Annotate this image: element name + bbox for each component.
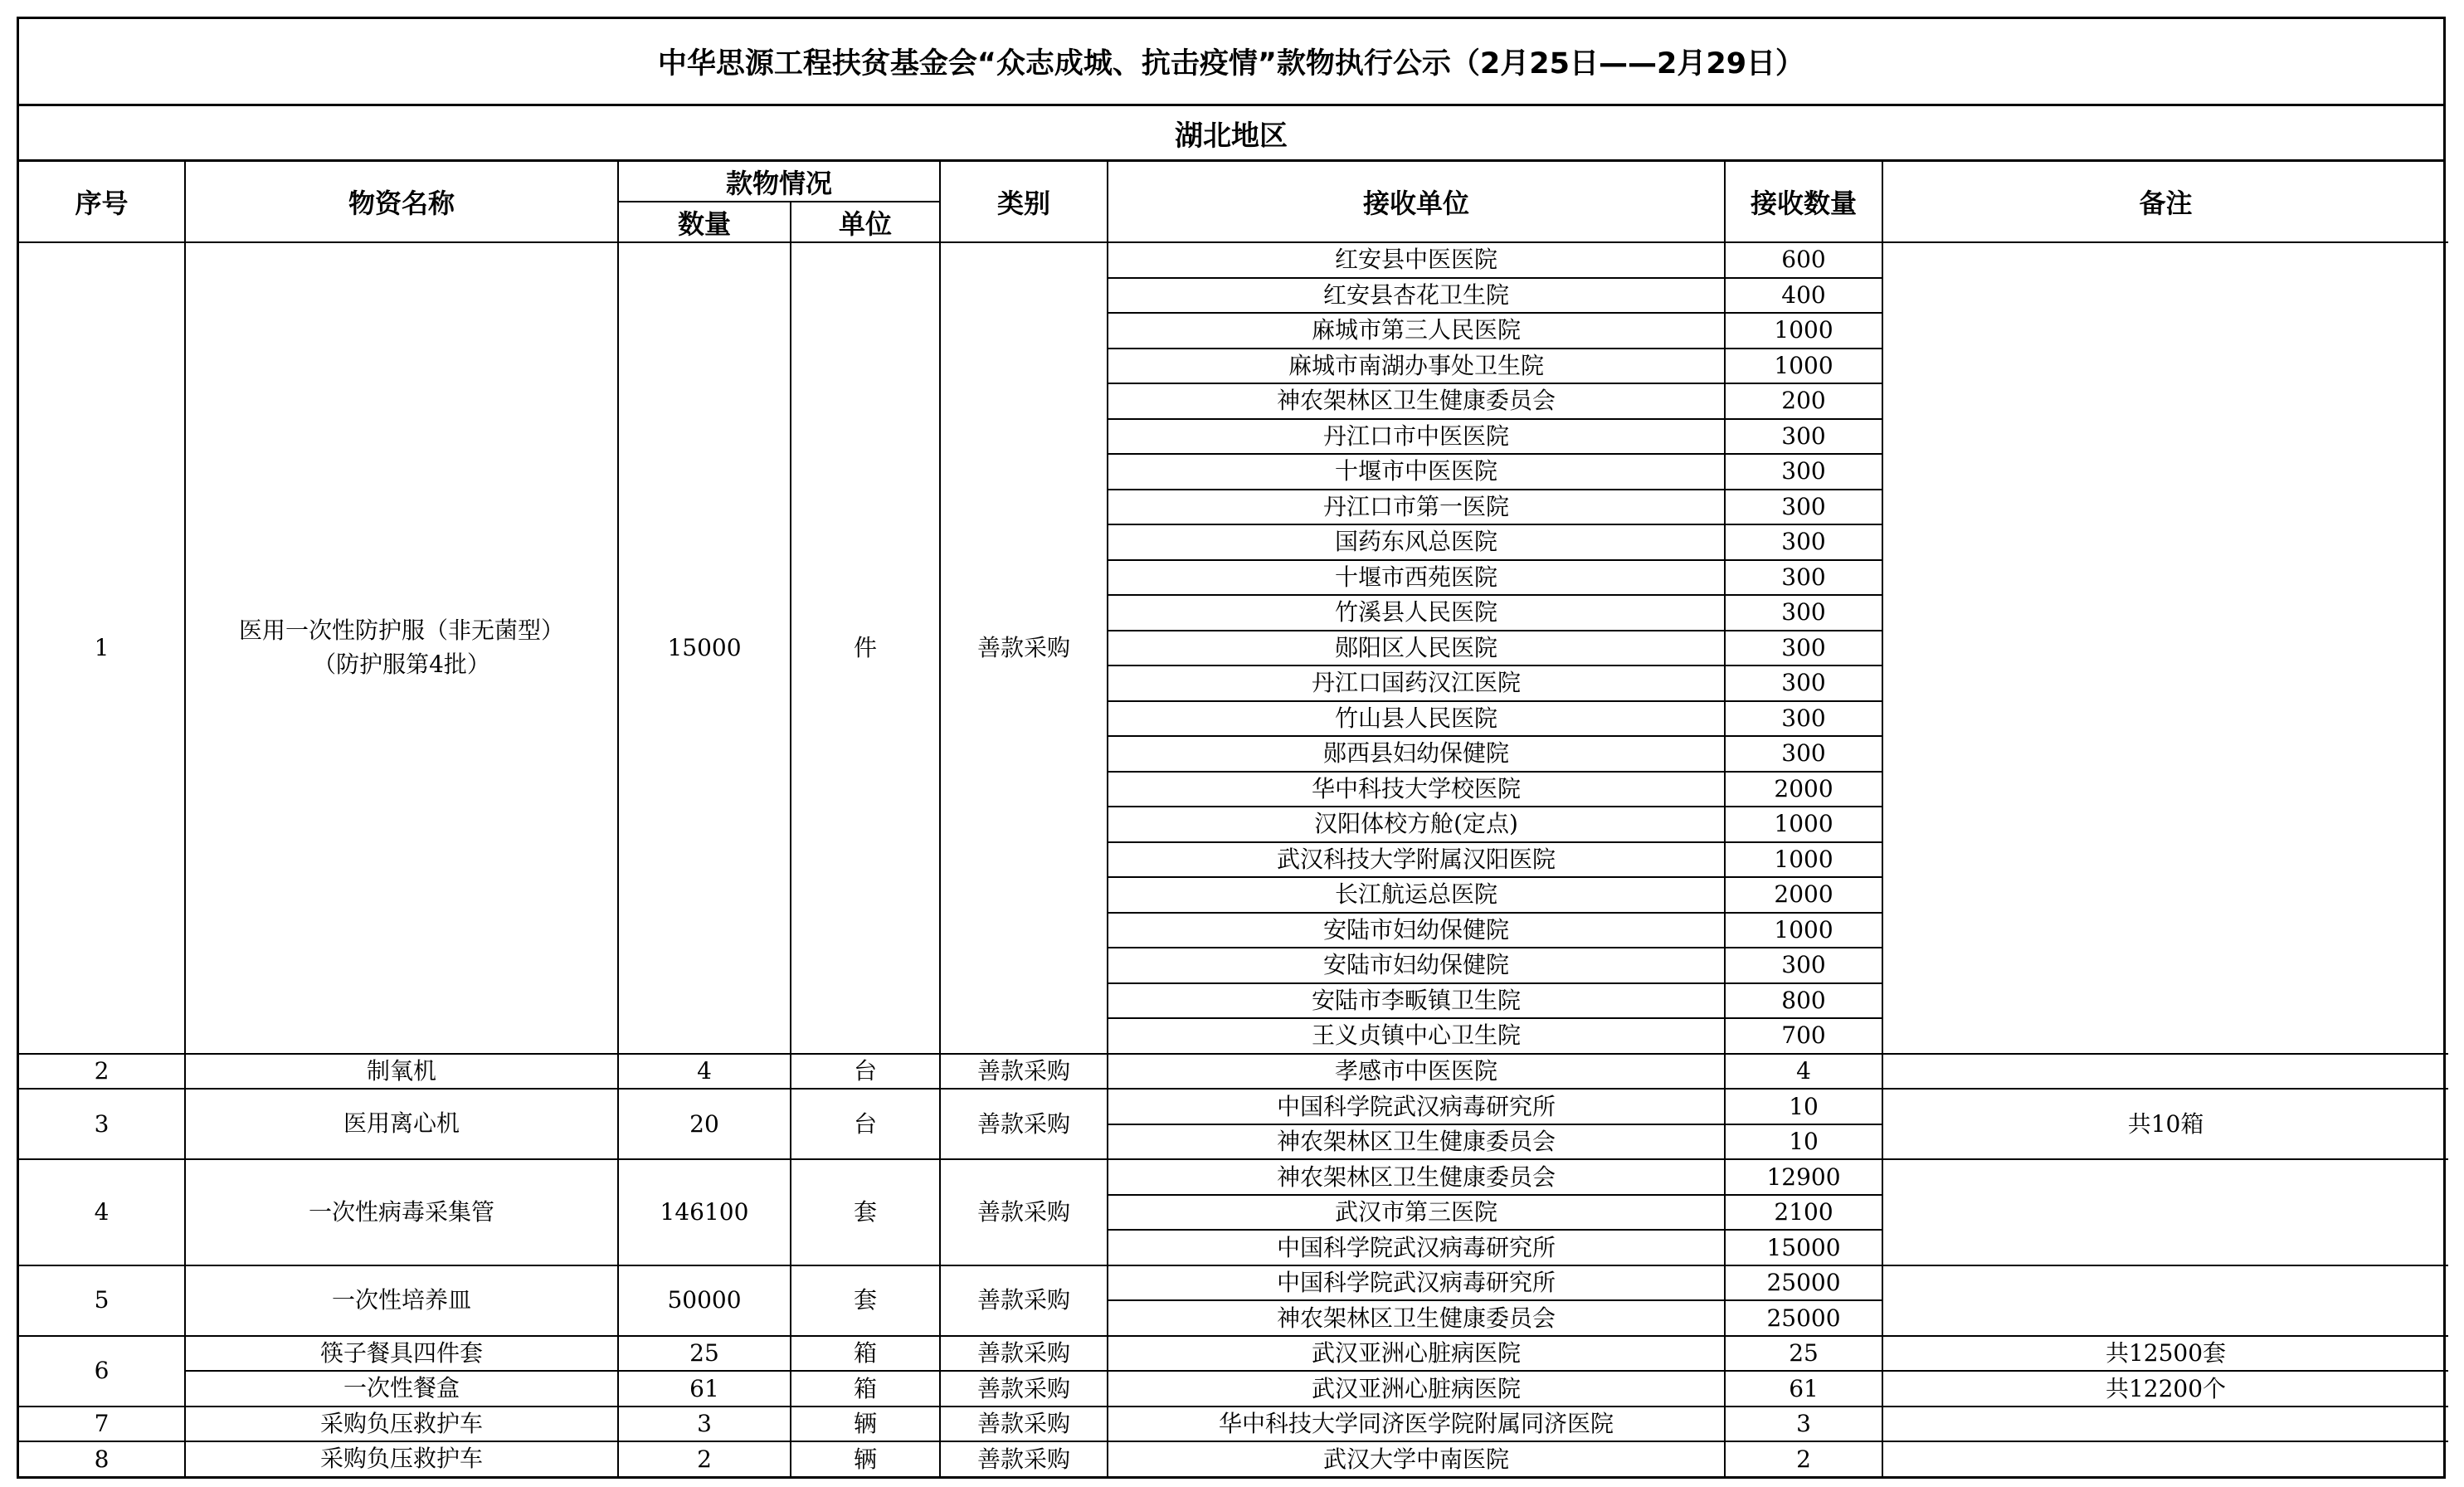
receiver-cell: 麻城市第三人民医院 [1108, 313, 1725, 349]
note-cell [1882, 1441, 2448, 1476]
unit-cell: 套 [791, 1159, 940, 1265]
receiver-cell: 神农架林区卫生健康委员会 [1108, 383, 1725, 419]
header-note: 备注 [1882, 162, 2448, 242]
category-cell: 善款采购 [940, 1407, 1108, 1442]
note-cell: 共12200个 [1882, 1371, 2448, 1407]
recv-qty-cell: 800 [1725, 983, 1882, 1019]
qty-cell: 2 [618, 1441, 791, 1476]
recv-qty-cell: 1000 [1725, 313, 1882, 349]
receiver-cell: 武汉大学中南医院 [1108, 1441, 1725, 1476]
item-name-line: 医用一次性防护服（非无菌型） [238, 617, 564, 645]
item-name-line: 一次性培养皿 [331, 1285, 471, 1314]
category-cell: 善款采购 [940, 1371, 1108, 1407]
unit-cell: 辆 [791, 1407, 940, 1442]
item-name-line: （防护服第4批） [313, 650, 490, 678]
recv-qty-cell: 2100 [1725, 1195, 1882, 1231]
recv-qty-cell: 12900 [1725, 1159, 1882, 1195]
note-cell [1882, 1265, 2448, 1336]
item-name-cell [185, 1371, 618, 1407]
recv-qty-cell: 2000 [1725, 772, 1882, 807]
receiver-cell: 中国科学院武汉病毒研究所 [1108, 1089, 1725, 1124]
recv-qty-cell: 300 [1725, 419, 1882, 455]
receiver-cell: 丹江口市中医医院 [1108, 419, 1725, 455]
seq-cell: 4 [19, 1159, 185, 1265]
seq-cell: 3 [19, 1089, 185, 1159]
receiver-cell: 安陆市李畈镇卫生院 [1108, 983, 1725, 1019]
receiver-cell: 安陆市妇幼保健院 [1108, 948, 1725, 983]
receiver-cell: 十堰市中医医院 [1108, 454, 1725, 490]
item-name-line: 一次性病毒采集管 [308, 1197, 494, 1226]
category-cell: 善款采购 [940, 242, 1108, 1054]
note-cell [1882, 1159, 2448, 1265]
qty-cell: 3 [618, 1407, 791, 1442]
category-cell: 善款采购 [940, 1054, 1108, 1090]
header-seq: 序号 [19, 162, 185, 242]
qty-cell: 146100 [618, 1159, 791, 1265]
recv-qty-cell: 300 [1725, 454, 1882, 490]
header-qty: 数量 [618, 202, 791, 242]
table-row [19, 1407, 2448, 1442]
receiver-cell: 神农架林区卫生健康委员会 [1108, 1124, 1725, 1160]
category-cell: 善款采购 [940, 1441, 1108, 1476]
item-name-cell [185, 1407, 618, 1442]
header-name: 物资名称 [185, 162, 618, 242]
recv-qty-cell: 1000 [1725, 842, 1882, 878]
receiver-cell: 华中科技大学同济医学院附属同济医院 [1108, 1407, 1725, 1442]
recv-qty-cell: 300 [1725, 631, 1882, 666]
item-name-cell [185, 242, 618, 1054]
seq-cell: 8 [19, 1441, 185, 1476]
receiver-cell: 武汉亚洲心脏病医院 [1108, 1371, 1725, 1407]
disbursement-table [19, 162, 2448, 1476]
recv-qty-cell: 3 [1725, 1407, 1882, 1442]
recv-qty-cell: 300 [1725, 490, 1882, 525]
recv-qty-cell: 61 [1725, 1371, 1882, 1407]
recv-qty-cell: 300 [1725, 665, 1882, 701]
table-row [19, 1159, 2448, 1195]
receiver-cell: 汉阳体校方舱(定点) [1108, 807, 1725, 842]
unit-cell: 台 [791, 1089, 940, 1159]
category-cell: 善款采购 [940, 1336, 1108, 1372]
recv-qty-cell: 600 [1725, 242, 1882, 278]
note-cell [1882, 1054, 2448, 1090]
item-name-cell [185, 1336, 618, 1372]
qty-cell: 25 [618, 1336, 791, 1372]
receiver-cell: 竹溪县人民医院 [1108, 595, 1725, 631]
receiver-cell: 华中科技大学校医院 [1108, 772, 1725, 807]
recv-qty-cell: 300 [1725, 736, 1882, 772]
qty-cell: 15000 [618, 242, 791, 1054]
recv-qty-cell: 25 [1725, 1336, 1882, 1372]
unit-cell: 箱 [791, 1371, 940, 1407]
receiver-cell: 武汉亚洲心脏病医院 [1108, 1336, 1725, 1372]
receiver-cell: 神农架林区卫生健康委员会 [1108, 1300, 1725, 1336]
item-name-cell [185, 1054, 618, 1090]
category-cell: 善款采购 [940, 1159, 1108, 1265]
receiver-cell: 郧阳区人民医院 [1108, 631, 1725, 666]
receiver-cell: 十堰市西苑医院 [1108, 560, 1725, 596]
unit-cell: 件 [791, 242, 940, 1054]
item-name-line: 采购负压救护车 [319, 1445, 483, 1473]
recv-qty-cell: 1000 [1725, 807, 1882, 842]
category-cell: 善款采购 [940, 1089, 1108, 1159]
receiver-cell: 红安县中医医院 [1108, 242, 1725, 278]
table-row [19, 1265, 2448, 1301]
recv-qty-cell: 1000 [1725, 913, 1882, 948]
recv-qty-cell: 1000 [1725, 349, 1882, 384]
qty-cell: 20 [618, 1089, 791, 1159]
recv-qty-cell: 2000 [1725, 877, 1882, 913]
recv-qty-cell: 15000 [1725, 1230, 1882, 1265]
receiver-cell: 国药东风总医院 [1108, 524, 1725, 560]
table-row [19, 1054, 2448, 1090]
item-name-line: 医用离心机 [343, 1109, 460, 1138]
recv-qty-cell: 300 [1725, 595, 1882, 631]
header-recv-qty: 接收数量 [1725, 162, 1882, 242]
seq-cell: 2 [19, 1054, 185, 1090]
item-name-line: 采购负压救护车 [319, 1409, 483, 1437]
category-cell: 善款采购 [940, 1265, 1108, 1336]
table-row [19, 1336, 2448, 1372]
note-cell: 共12500套 [1882, 1336, 2448, 1372]
note-cell [1882, 242, 2448, 1054]
recv-qty-cell: 200 [1725, 383, 1882, 419]
qty-cell: 50000 [618, 1265, 791, 1336]
seq-cell: 5 [19, 1265, 185, 1336]
receiver-cell: 武汉科技大学附属汉阳医院 [1108, 842, 1725, 878]
recv-qty-cell: 25000 [1725, 1265, 1882, 1301]
recv-qty-cell: 300 [1725, 701, 1882, 737]
receiver-cell: 孝感市中医医院 [1108, 1054, 1725, 1090]
recv-qty-cell: 300 [1725, 560, 1882, 596]
qty-cell: 61 [618, 1371, 791, 1407]
receiver-cell: 王义贞镇中心卫生院 [1108, 1018, 1725, 1054]
recv-qty-cell: 400 [1725, 278, 1882, 314]
table-row [19, 1089, 2448, 1124]
item-name-cell [185, 1089, 618, 1159]
item-name-line: 一次性餐盒 [343, 1374, 460, 1402]
unit-cell: 套 [791, 1265, 940, 1336]
region-title: 湖北地区 [19, 106, 2443, 162]
item-name-cell [185, 1159, 618, 1265]
receiver-cell: 安陆市妇幼保健院 [1108, 913, 1725, 948]
receiver-cell: 武汉市第三医院 [1108, 1195, 1725, 1231]
table-row [19, 1441, 2448, 1476]
receiver-cell: 丹江口国药汉江医院 [1108, 665, 1725, 701]
note-cell: 共10箱 [1882, 1089, 2448, 1159]
table-body [19, 242, 2448, 1476]
header-receiver: 接收单位 [1108, 162, 1725, 242]
receiver-cell: 神农架林区卫生健康委员会 [1108, 1159, 1725, 1195]
table-row [19, 1371, 2448, 1407]
seq-cell: 6 [19, 1336, 185, 1407]
recv-qty-cell: 300 [1725, 948, 1882, 983]
recv-qty-cell: 25000 [1725, 1300, 1882, 1336]
receiver-cell: 麻城市南湖办事处卫生院 [1108, 349, 1725, 384]
seq-cell: 1 [19, 242, 185, 1054]
disbursement-sheet [17, 17, 2446, 1479]
receiver-cell: 竹山县人民医院 [1108, 701, 1725, 737]
table-row [19, 242, 2448, 278]
header-unit: 单位 [791, 202, 940, 242]
unit-cell: 辆 [791, 1441, 940, 1476]
recv-qty-cell: 4 [1725, 1054, 1882, 1090]
recv-qty-cell: 300 [1725, 524, 1882, 560]
header-goods: 款物情况 [618, 162, 940, 202]
recv-qty-cell: 10 [1725, 1089, 1882, 1124]
seq-cell: 7 [19, 1407, 185, 1442]
item-name-line: 制氧机 [366, 1056, 436, 1085]
receiver-cell: 中国科学院武汉病毒研究所 [1108, 1265, 1725, 1301]
recv-qty-cell: 10 [1725, 1124, 1882, 1160]
receiver-cell: 长江航运总医院 [1108, 877, 1725, 913]
receiver-cell: 红安县杏花卫生院 [1108, 278, 1725, 314]
receiver-cell: 丹江口市第一医院 [1108, 490, 1725, 525]
receiver-cell: 中国科学院武汉病毒研究所 [1108, 1230, 1725, 1265]
unit-cell: 台 [791, 1054, 940, 1090]
item-name-cell [185, 1441, 618, 1476]
recv-qty-cell: 2 [1725, 1441, 1882, 1476]
qty-cell: 4 [618, 1054, 791, 1090]
item-name-cell [185, 1265, 618, 1336]
sheet-title: 中华思源工程扶贫基金会“众志成城、抗击疫情”款物执行公示（2月25日——2月29日） [19, 19, 2443, 106]
receiver-cell: 郧西县妇幼保健院 [1108, 736, 1725, 772]
unit-cell: 箱 [791, 1336, 940, 1372]
header-category: 类别 [940, 162, 1108, 242]
note-cell [1882, 1407, 2448, 1442]
item-name-line: 筷子餐具四件套 [319, 1338, 483, 1367]
recv-qty-cell: 700 [1725, 1018, 1882, 1054]
